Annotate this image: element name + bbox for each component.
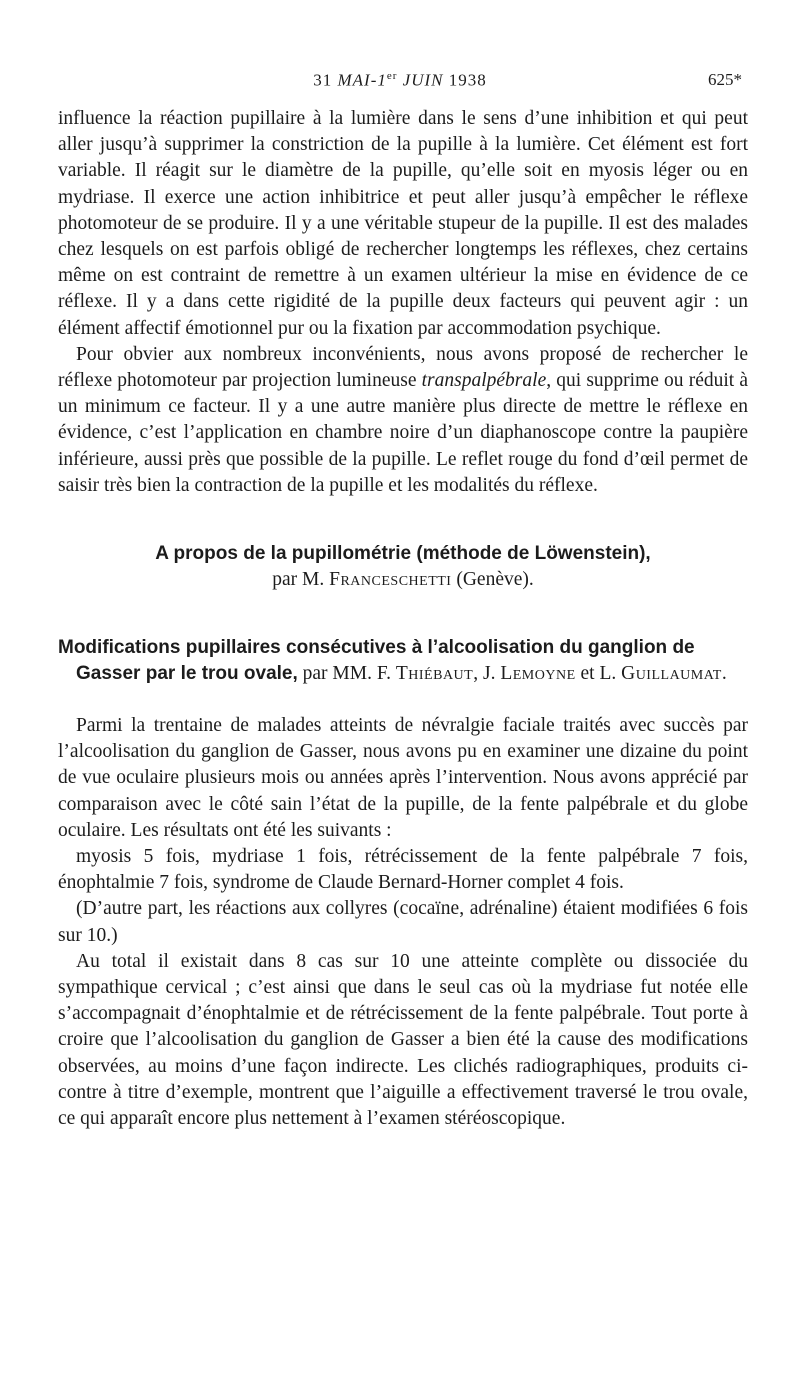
article-body [58, 106, 748, 1132]
paragraph-2: Pour obvier aux nombreux inconvénients, nous avons proposé de rechercher le réflexe photomoteur par projection lumineuse transpalpébrale, qui supprime ou réduit à un minimum ce facteur. Il y a une autre manière plus directe de mettre le réflexe en évidence, c’est l’application en chambre noire d’un diaphanoscope contre la paupière inférieure, aussi près que possible de la pupille. Le reflet rouge du fond d’œil permet de saisir très bien la contraction de la pupille et les modalités du réflexe. [58, 343, 748, 496]
section-heading-pupillometrie: A propos de la pupillométrie (méthode de Löwenstein), par M. Franceschetti (Genève). [155, 543, 651, 591]
paragraph-4: myosis 5 fois, mydriase 1 fois, rétrécissement de la fente palpébrale 7 fois, énophtalmie 7 fois, syndrome de Claude Bernard-Horner complet 4 fois. [58, 846, 748, 894]
paragraph-5: (D’autre part, les réactions aux collyres (cocaïne, adrénaline) étaient modifiées 6 fois sur 10.) [58, 898, 748, 946]
running-header [0, 70, 800, 94]
paragraph-6: Au total il existait dans 8 cas sur 10 une atteinte complète ou dissociée du sympathique cervical ; c’est ainsi que dans le seul cas où la mydriase fut notée elle s’accompagnait d’énophtalmie et de rétrécissement de la fente palpébrale. Tout porte à croire que l’alcoolisation du ganglion de Gasser a bien été la cause des modifications observées, au moins d’une façon indirecte. Les clichés radiographiques, produits ci-contre à titre d’exemple, montrent que l’aiguille a effectivement traversé le trou ovale, ce qui apparaît encore plus nettement à l’examen stéréoscopique. [58, 950, 748, 1130]
page-number: 625* [708, 70, 742, 89]
paragraph-1: influence la réaction pupillaire à la lumière dans le sens d’une inhibition et qui peut aller jusqu’à supprimer la constriction de la pupille à la lumière. Cet élément est fort variable. Il réagit sur le diamètre de la pupille, qu’elle soit en myosis léger ou en mydriase. Il exerce une action inhibitrice et peut aller jusqu’à empêcher le réflexe photomoteur de se produire. Il y a une véritable stupeur de la pupille. Il est des malades chez lesquels on est parfois obligé de rechercher longtemps les réflexes, chez certains même on est contraint de remettre à un examen ultérieur la mise en évidence de ce réflexe. Il y a dans cette rigidité de la pupille deux facteurs qui peuvent agir : un élément affectif émotionnel pur ou la fixation par accommodation psychique. [58, 108, 748, 339]
section-heading-gasser: Modifications pupillaires consécutives à l’alcoolisation du ganglion de Gasser par le trou ovale, par MM. F. Thiébaut, J. Lemoyne et L. Guillaumat. [58, 637, 727, 685]
paragraph-3: Parmi la trentaine de malades atteints de névralgie faciale traités avec succès par l’alcoolisation du ganglion de Gasser, nous avons pu en examiner une dizaine du point de vue oculaire plusieurs mois ou années après l’intervention. Nous avons apprécié par comparaison avec le côté sain l’état de la pupille, de la fente palpébrale et du globe oculaire. Les résultats ont été les suivants : [58, 715, 748, 841]
issue-date: 31 MAI-1er JUIN 1938 [313, 70, 487, 90]
